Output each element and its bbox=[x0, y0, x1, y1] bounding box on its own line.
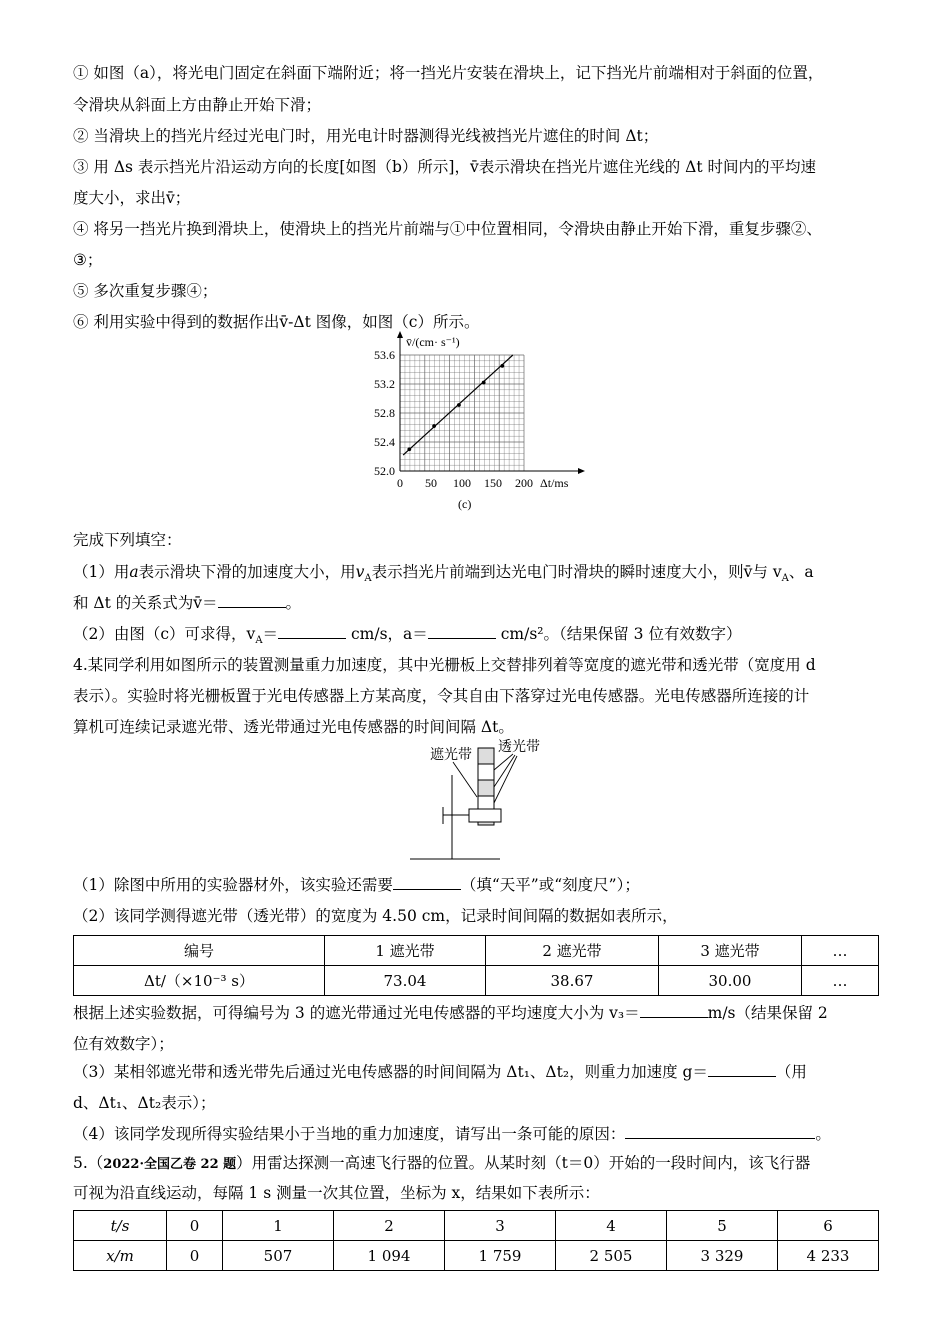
q4-part4: （4）该同学发现所得实验结果小于当地的重力加速度，请写出一条可能的原因： 。 bbox=[73, 1125, 831, 1143]
chart-axes bbox=[397, 331, 585, 474]
step-2: ② 当滑块上的挡光片经过光电门时，用光电计时器测得光线被挡光片遮住的时间 Δt； bbox=[73, 127, 659, 145]
y-tick-label: 53.2 bbox=[374, 377, 395, 391]
y-tick-label: 52.0 bbox=[374, 464, 395, 478]
table-row-label: t/s bbox=[74, 1211, 167, 1241]
table-cell: 507 bbox=[223, 1241, 334, 1271]
q5-source: 2022·全国乙卷 22 题 bbox=[103, 1157, 237, 1172]
table-cell: 5 bbox=[667, 1211, 778, 1241]
answer-blank-reason[interactable] bbox=[625, 1124, 815, 1139]
table-cell: 30.00 bbox=[659, 966, 802, 996]
chart-series bbox=[403, 355, 513, 455]
q3-part2: （2）由图（c）可求得，$v_A= cm/s$，a＝ cm/s²。（结果保留 3 位有效数字） bbox=[73, 625, 742, 647]
table-cell: 6 bbox=[778, 1211, 879, 1241]
table-cell: 3 bbox=[445, 1211, 556, 1241]
answer-blank-a[interactable] bbox=[428, 624, 496, 639]
data-point bbox=[407, 447, 411, 451]
data-point bbox=[500, 364, 504, 368]
y-tick-label: 53.6 bbox=[374, 348, 395, 362]
table-row bbox=[74, 966, 879, 996]
q4-after-table-line2: 位有效数字）； bbox=[73, 1035, 174, 1053]
x-tick-label: 150 bbox=[484, 476, 502, 490]
y-tick-label: 52.4 bbox=[374, 435, 395, 449]
label-shading-strip: 遮光带 bbox=[430, 748, 472, 763]
answer-blank-relation[interactable] bbox=[218, 593, 286, 608]
x-tick-label: 50 bbox=[425, 476, 437, 490]
q4-after-table-line1: 根据上述实验数据，可得编号为 3 的遮光带通过光电传感器的平均速度大小为 v₃＝ m/s（结果保留 2 bbox=[73, 1004, 828, 1022]
table-cell: 73.04 bbox=[325, 966, 486, 996]
table-row-label: Δt/（×10⁻³ s） bbox=[74, 966, 325, 996]
step-3-line-1: ③ 用 Δs 表示挡光片沿运动方向的长度[如图（b）所示]，v̄表示滑块在挡光片遮住光线的 Δt 时间内的平均速 bbox=[73, 158, 816, 176]
x-tick-label: 100 bbox=[453, 476, 471, 490]
x-tick-label: 0 bbox=[397, 476, 403, 490]
table-row bbox=[74, 936, 879, 966]
answer-blank-va[interactable] bbox=[278, 624, 346, 639]
q4-part3-line2: d、Δt₁、Δt₂表示）； bbox=[73, 1094, 216, 1112]
table-cell: 1 759 bbox=[445, 1241, 556, 1271]
velocity-time-chart bbox=[340, 328, 600, 518]
chart-x-axis-label: Δt/ms bbox=[540, 476, 569, 490]
table-cell: 0 bbox=[167, 1241, 223, 1271]
table-header-cell: 2 遮光带 bbox=[486, 936, 659, 966]
q3-part1-line2: 和 Δt 的关系式为v̄＝ 。 bbox=[73, 594, 302, 612]
table-cell: 0 bbox=[167, 1211, 223, 1241]
table-cell: 4 bbox=[556, 1211, 667, 1241]
step-1-line-1: ① 如图（a），将光电门固定在斜面下端附近；将一挡光片安装在滑块上，记下挡光片前端相对于斜面的位置， bbox=[73, 64, 824, 82]
table-cell: … bbox=[802, 966, 879, 996]
table-cell: 2 505 bbox=[556, 1241, 667, 1271]
answer-blank-v3[interactable] bbox=[640, 1003, 708, 1018]
step-4-line-2: ③； bbox=[73, 251, 103, 269]
step-1-line-2: 令滑块从斜面上方由静止开始下滑； bbox=[73, 96, 322, 114]
step-4-line-1: ④ 将另一挡光片换到滑块上，使滑块上的挡光片前端与①中位置相同，令滑块由静止开始下滑，重复步骤②、 bbox=[73, 220, 822, 238]
x-axis-arrow bbox=[578, 468, 585, 474]
label-transparent-strip: 透光带 bbox=[498, 740, 540, 755]
data-point bbox=[482, 381, 486, 385]
data-point bbox=[457, 403, 461, 407]
table-cell: 1 094 bbox=[334, 1241, 445, 1271]
q5-line-2: 可视为沿直线运动，每隔 1 s 测量一次其位置，坐标为 x，结果如下表所示： bbox=[73, 1184, 600, 1202]
y-tick-label: 52.8 bbox=[374, 406, 395, 420]
grating-data-table bbox=[73, 935, 879, 996]
step-5: ⑤ 多次重复步骤④； bbox=[73, 282, 218, 300]
table-row bbox=[74, 1241, 879, 1271]
chart-caption: (c) bbox=[458, 497, 472, 511]
q4-line-1: 4.某同学利用如图所示的装置测量重力加速度，其中光栅板上交替排列着等宽度的遮光带和透光带（宽度用 d bbox=[73, 656, 816, 674]
y-axis-arrow bbox=[397, 331, 403, 338]
table-row-label: x/m bbox=[74, 1241, 167, 1271]
step-3-line-2: 度大小，求出v̄； bbox=[73, 189, 191, 207]
x-tick-label: 200 bbox=[515, 476, 533, 490]
apparatus-figure bbox=[405, 735, 555, 865]
chart-grid bbox=[400, 355, 524, 471]
table-header-cell: … bbox=[802, 936, 879, 966]
q4-line-3: 算机可连续记录遮光带、透光带通过光电传感器的时间间隔 Δt。 bbox=[73, 718, 514, 736]
table-header-cell: 1 遮光带 bbox=[325, 936, 486, 966]
table-cell: 3 329 bbox=[667, 1241, 778, 1271]
table-cell: 38.67 bbox=[486, 966, 659, 996]
answer-blank-instrument[interactable] bbox=[393, 875, 461, 890]
q4-part2: （2）该同学测得遮光带（透光带）的宽度为 4.50 cm，记录时间间隔的数据如表所示， bbox=[73, 907, 678, 925]
q5-line-1: 5.（2022·全国乙卷 22 题）用雷达探测一高速飞行器的位置。从某时刻（t＝0）开始的一段时间内，该飞行器 bbox=[73, 1154, 811, 1172]
table-cell: 2 bbox=[334, 1211, 445, 1241]
chart-y-axis-label: v̄/(cm· s⁻¹) bbox=[406, 335, 460, 349]
q3-part1-line1: （1）用a表示滑块下滑的加速度大小，用$v_A$表示挡光片前端到达光电门时滑块的瞬时速度大小，则v̄与 $v_A$、a bbox=[73, 563, 814, 585]
answer-blank-g[interactable] bbox=[708, 1062, 776, 1077]
table-header-cell: 编号 bbox=[74, 936, 325, 966]
fill-intro: 完成下列填空： bbox=[73, 531, 182, 549]
step-6: ⑥ 利用实验中得到的数据作出v̄-Δt 图像，如图（c）所示。 bbox=[73, 313, 480, 331]
table-cell: 1 bbox=[223, 1211, 334, 1241]
q4-line-2: 表示）。实验时将光栅板置于光电传感器上方某高度，令其自由下落穿过光电传感器。光电传感器所连接的计 bbox=[73, 687, 810, 705]
table-cell: 4 233 bbox=[778, 1241, 879, 1271]
table-header-cell: 3 遮光带 bbox=[659, 936, 802, 966]
q4-part3-line1: （3）某相邻遮光带和透光带先后通过光电传感器的时间间隔为 Δt₁、Δt₂，则重力加速度 g＝ （用 bbox=[73, 1063, 807, 1081]
table-row bbox=[74, 1211, 879, 1241]
q4-part1: （1）除图中所用的实验器材外，该实验还需要 （填“天平”或“刻度尺”）； bbox=[73, 876, 640, 894]
data-point bbox=[432, 424, 436, 428]
radar-data-table bbox=[73, 1210, 879, 1271]
